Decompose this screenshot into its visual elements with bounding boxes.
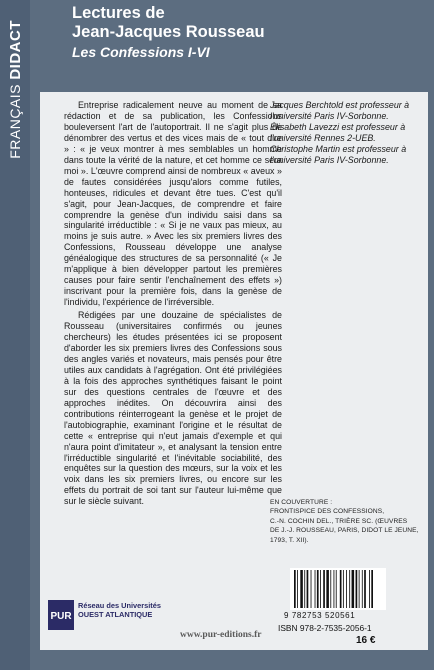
collection-series: FRANÇAIS — [7, 83, 23, 159]
blurb-paragraph-2: Rédigées par une douzaine de spécialistes de Rousseau (universitaires confirmés ou jeunes chercheurs) les études présentées ici se proposent d'aborder les six premiers livres des Confessions sous des angles variés et novateurs, mais pensés pour être utiles aux candidats à l'agrégation. Ont été privilégiées à la fois des approches synthétiques faisant le point sur des questions centrales de l'œuvre et des approches inédites. On découvrira ainsi des contributions réinterrogeant la genèse et le projet de l'autobiographie, examinant l'origine et le résultat de cette « entreprise qui n'eut jamais d'exemple et qui n'aura point d'imitateur », et analysant la tension entre l'irréductible singularité et l'inévitable sociabilité, des enquêtes sur la question des mœurs, sur la voix et les voix dans les six premiers livres, ou encore sur les effets du portrait de soi tant sur l'auteur lui-même que sur le siècle suivant. — [64, 310, 282, 507]
cover-credit-heading: EN COUVERTURE : — [270, 499, 333, 506]
collection-brand: DIDACT — [6, 20, 24, 80]
network-line-2: OUEST ATLANTIQUE — [78, 610, 153, 619]
content-panel — [40, 92, 428, 650]
publisher-network — [78, 601, 161, 619]
svg-text:PUR: PUR — [50, 611, 72, 622]
barcode-icon — [290, 568, 386, 610]
book-title-block — [72, 4, 402, 62]
cover-credit-line-3: DE J.-J. ROUSSEAU, PARIS, DIDOT LE JEUNE, — [270, 527, 419, 535]
cover-credit — [270, 498, 422, 545]
title-line-1: Lectures de — [72, 4, 165, 22]
pur-logo-icon — [48, 600, 74, 630]
cover-credit-line-4: 1793, T. XII). — [270, 536, 309, 544]
author-martin: Christophe Martin est professeur à l'université Paris IV-Sorbonne. — [270, 143, 407, 165]
barcode-digits: 9 782753 520561 — [284, 611, 356, 620]
author-lavezzi: Élisabeth Lavezzi est professeur à l'université Rennes 2-UEB. — [270, 121, 406, 143]
publisher-url[interactable]: www.pur-editions.fr — [180, 630, 262, 640]
network-line-1: Réseau des Universités — [78, 601, 161, 610]
collection-label — [2, 20, 28, 220]
blurb-paragraph-1: Entreprise radicalement neuve au moment de sa rédaction et de sa publication, les Confessions bouleversent l'art de l'autoportrait. Il ne s'agit plus de dénombrer des vertus et des vices mais de « tout dire » : « je veux montrer à mes semblables un homme dans toute la vérité de la nature, et cet homme ce sera moi ». L'œuvre comprend ainsi de nombreux « aveux » de fautes considérées jusqu'alors comme futiles, honteuses, ridicules et devant être tues. C'est qu'il s'agit, pour Jean-Jacques, de comprendre et faire comprendre la genèse d'un individu saisi dans sa singularité irréductible : « Si je ne vaux pas mieux, au moins je suis autre. » Avec les six premiers livres des Confessions, Rousseau développe une analyse généalogique des structures de sa personnalité (« Je m'applique à bien développer partout les premières causes pour faire sentir l'enchaînement des effets ») inscrivant pour la première fois, dans la genèse de l'individu, l'expérience de l'irréversible. — [64, 100, 282, 308]
blurb-column — [64, 100, 282, 507]
book-subtitle: Les Confessions I-VI — [72, 44, 210, 60]
cover-credit-line-2: C.-N. COCHIN DEL., TRIÈRE SC. (ŒUVRES — [270, 517, 408, 525]
price: 16 € — [356, 635, 376, 646]
title-line-2: Jean-Jacques Rousseau — [72, 23, 265, 41]
isbn-number: ISBN 978-2-7535-2056-1 — [278, 623, 372, 633]
author-berchtold: Jacques Berchtold est professeur à l'université Paris IV-Sorbonne. — [270, 100, 410, 121]
publisher-logo — [48, 598, 168, 632]
authors-column — [270, 100, 420, 166]
cover-credit-line-1: FRONTISPICE DES CONFESSIONS, — [270, 508, 385, 516]
